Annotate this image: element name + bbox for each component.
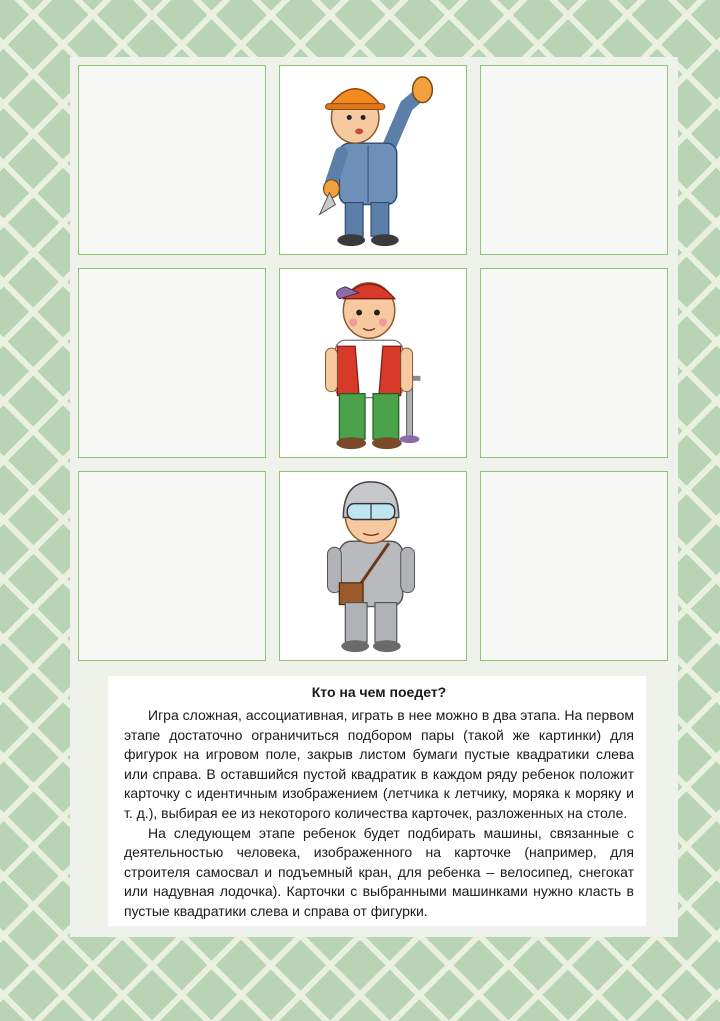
builder-figure [280, 66, 466, 254]
empty-cell-left-2[interactable] [78, 268, 266, 458]
article-title: Кто на чем поедет? [311, 684, 447, 700]
empty-cell-right-1[interactable] [480, 65, 668, 255]
instructions-text-box [108, 676, 646, 926]
empty-cell-left-1[interactable] [78, 65, 266, 255]
figure-cell-child[interactable] [279, 268, 467, 458]
paragraph-1: Игра сложная, ассоциативная, играть в нее можно в два этапа. На первом этапе достаточно ограничиться подбором пары (такой же картинки) для фигурок на игровом поле, закрыв листом бумаги пустые квадратики слева или справа. В оставшийся пустой квадратик в каждом ряду ребенок положит карточку с идентичным изображением (летчика к летчику, моряка к моряку и т. д.), выбирая ее из некоторого количества карточек, разложенных на столе. [124, 707, 634, 821]
figure-cell-builder[interactable] [279, 65, 467, 255]
pilot-figure [280, 472, 466, 660]
figure-cell-pilot[interactable] [279, 471, 467, 661]
empty-cell-right-2[interactable] [480, 268, 668, 458]
child-figure [280, 269, 466, 457]
empty-cell-right-3[interactable] [480, 471, 668, 661]
empty-cell-left-3[interactable] [78, 471, 266, 661]
paragraph-2: На следующем этапе ребенок будет подбирать машины, связанные с деятельностью человека, изображенного на карточке (например, для строителя самосвал и подъемный кран, для ребенка – велосипед, снегокат или надувная лодочка). Карточки с выбранными машинками нужно класть в пустые квадратики слева и справа от фигурки. [124, 824, 634, 919]
